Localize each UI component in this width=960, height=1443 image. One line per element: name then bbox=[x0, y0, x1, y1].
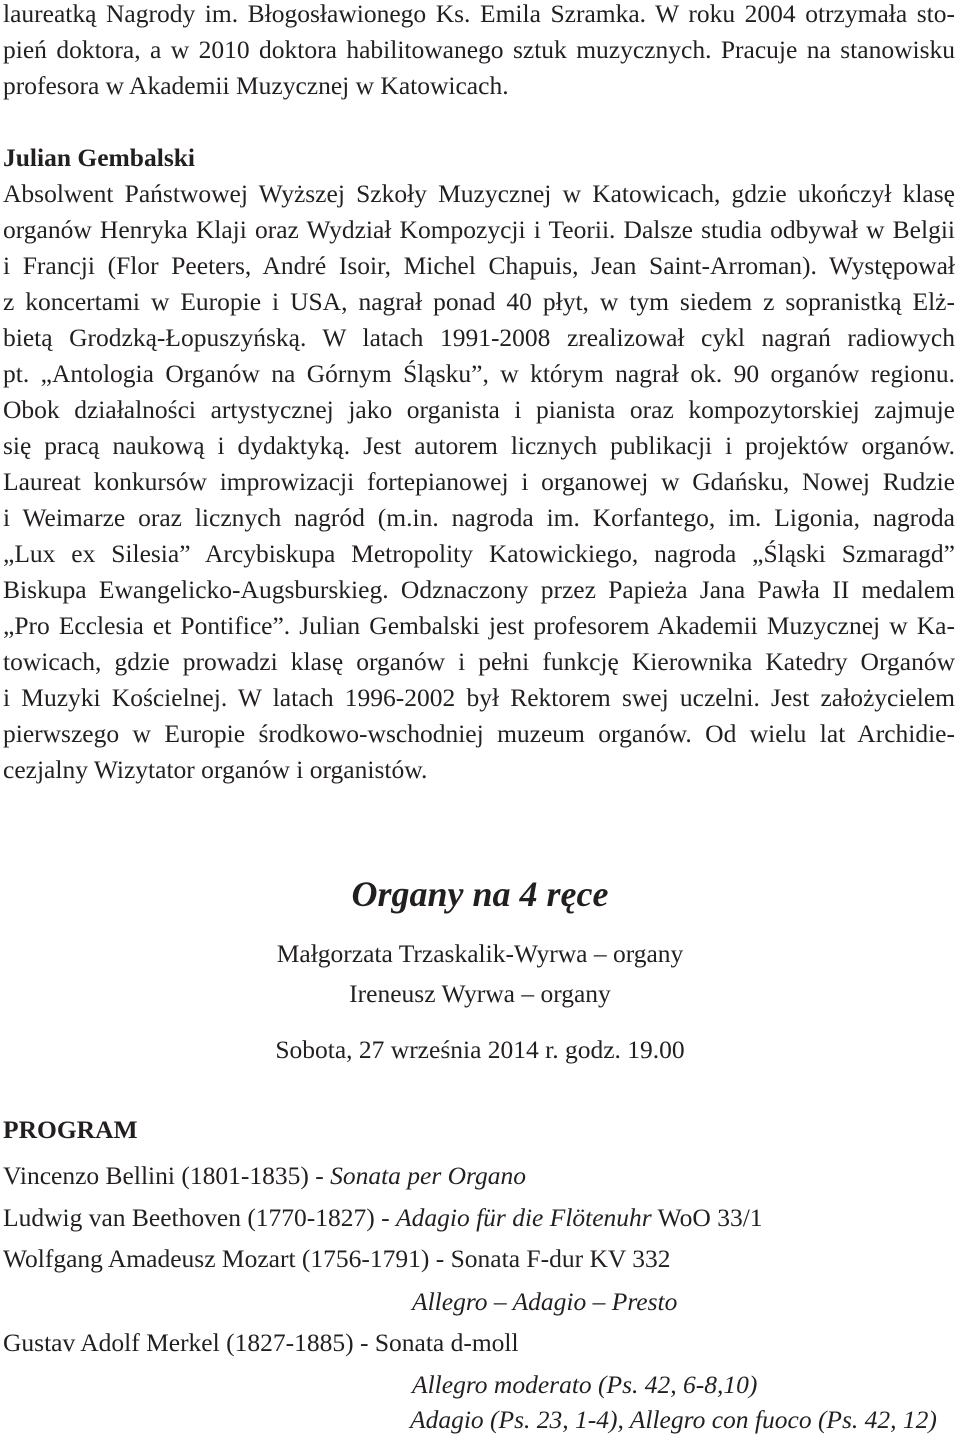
bio-line: z koncertami w Europie i USA, nagrał ponad 40 płyt, w tym siedem z sopranistką Elż- bbox=[3, 287, 955, 316]
composer: Vincenzo Bellini (1801-1835) - bbox=[3, 1161, 331, 1190]
composer: Ludwig van Beethoven (1770-1827) - bbox=[3, 1203, 397, 1232]
bio-line: organów Henryka Klaji oraz Wydział Kompozycji i Teorii. Dalsze studia odbywał w Belgii bbox=[3, 215, 955, 244]
program-item-merkel bbox=[3, 1325, 519, 1361]
concert-date: Sobota, 27 września 2014 r. godz. 19.00 bbox=[275, 1035, 685, 1064]
composer: Wolfgang Amadeusz Mozart (1756-1791) - bbox=[3, 1244, 451, 1273]
bio-line: cezjalny Wizytator organów i organistów. bbox=[3, 755, 428, 784]
bio-line: Laureat konkursów improwizacji fortepianowej i organowej w Gdańsku, Nowej Rudzie bbox=[3, 467, 955, 496]
program-item-beethoven bbox=[3, 1200, 763, 1236]
bio-line: pt. „Antologia Organów na Górnym Śląsku”, w którym nagrał ok. 90 organów regionu. bbox=[3, 359, 955, 388]
composer: Gustav Adolf Merkel (1827-1885) - bbox=[3, 1328, 375, 1357]
mozart-movements: Allegro – Adagio – Presto bbox=[412, 1287, 678, 1316]
bio-line: „Pro Ecclesia et Pontifice”. Julian Gembalski jest profesorem Akademii Muzycznej w Ka- bbox=[3, 611, 955, 640]
bio-line: Biskupa Ewangelicko-Augsburskieg. Odznaczony przez Papieża Jana Pawła II medalem bbox=[3, 575, 955, 604]
concert-title: Organy na 4 ręce bbox=[351, 874, 609, 914]
bio-line: Obok działalności artystycznej jako organista i pianista oraz kompozytorskiej zajmuje bbox=[3, 395, 955, 424]
bio-line: pierwszego w Europie środkowo-wschodniej muzeum organów. Od wielu lat Archidie- bbox=[3, 719, 955, 748]
merkel-movements-1: Allegro moderato (Ps. 42, 6-8,10) bbox=[412, 1370, 758, 1399]
work-detail: WoO 33/1 bbox=[651, 1203, 763, 1232]
bio-line: i Weimarze oraz licznych nagród (m.in. nagroda im. Korfantego, im. Ligonia, nagroda bbox=[3, 503, 955, 532]
bio-prev-line: laureatką Nagrody im. Błogosławionego Ks. Emila Szramka. W roku 2004 otrzymała sto- bbox=[3, 0, 955, 28]
bio-prev-line: profesora w Akademii Muzycznej w Katowicach. bbox=[3, 71, 509, 100]
bio-line: Absolwent Państwowej Wyższej Szkoły Muzycznej w Katowicach, gdzie ukończył klasę bbox=[3, 179, 955, 208]
performer-1: Małgorzata Trzaskalik-Wyrwa – organy bbox=[276, 939, 684, 968]
program-heading: PROGRAM bbox=[3, 1115, 138, 1144]
work-title: Adagio für die Flötenuhr bbox=[396, 1203, 652, 1232]
program-item-bellini bbox=[3, 1158, 526, 1194]
work-detail: Sonata F-dur KV 332 bbox=[450, 1244, 671, 1273]
bio-line: „Lux ex Silesia” Arcybiskupa Metropolity Katowickiego, nagroda „Śląski Szmaragd” bbox=[3, 539, 955, 568]
bio-line: się pracą naukową i dydaktyką. Jest autorem licznych publikacji i projektów organów. bbox=[3, 431, 955, 460]
work-detail: Sonata d-moll bbox=[374, 1328, 519, 1357]
merkel-movements-2: Adagio (Ps. 23, 1-4), Allegro con fuoco (Ps. 42, 12) bbox=[410, 1405, 937, 1434]
bio-prev-line: pień doktora, a w 2010 doktora habilitowanego sztuk muzycznych. Pracuje na stanowisku bbox=[3, 35, 955, 64]
bio-line: towicach, gdzie prowadzi klasę organów i pełni funkcję Kierownika Katedry Organów bbox=[3, 647, 955, 676]
bio-line: i Muzyki Kościelnej. W latach 1996-2002 był Rektorem swej uczelni. Jest założycielem bbox=[3, 683, 955, 712]
work-title: Sonata per Organo bbox=[330, 1161, 527, 1190]
performer-2: Ireneusz Wyrwa – organy bbox=[349, 979, 611, 1008]
bio-line: bietą Grodzką-Łopuszyńską. W latach 1991-2008 zrealizował cykl nagrań radiowych bbox=[3, 323, 955, 352]
program-item-mozart bbox=[3, 1241, 670, 1277]
bio-line: i Francji (Flor Peeters, André Isoir, Michel Chapuis, Jean Saint-Arroman). Występował bbox=[3, 251, 955, 280]
bio-name-heading: Julian Gembalski bbox=[3, 143, 196, 172]
